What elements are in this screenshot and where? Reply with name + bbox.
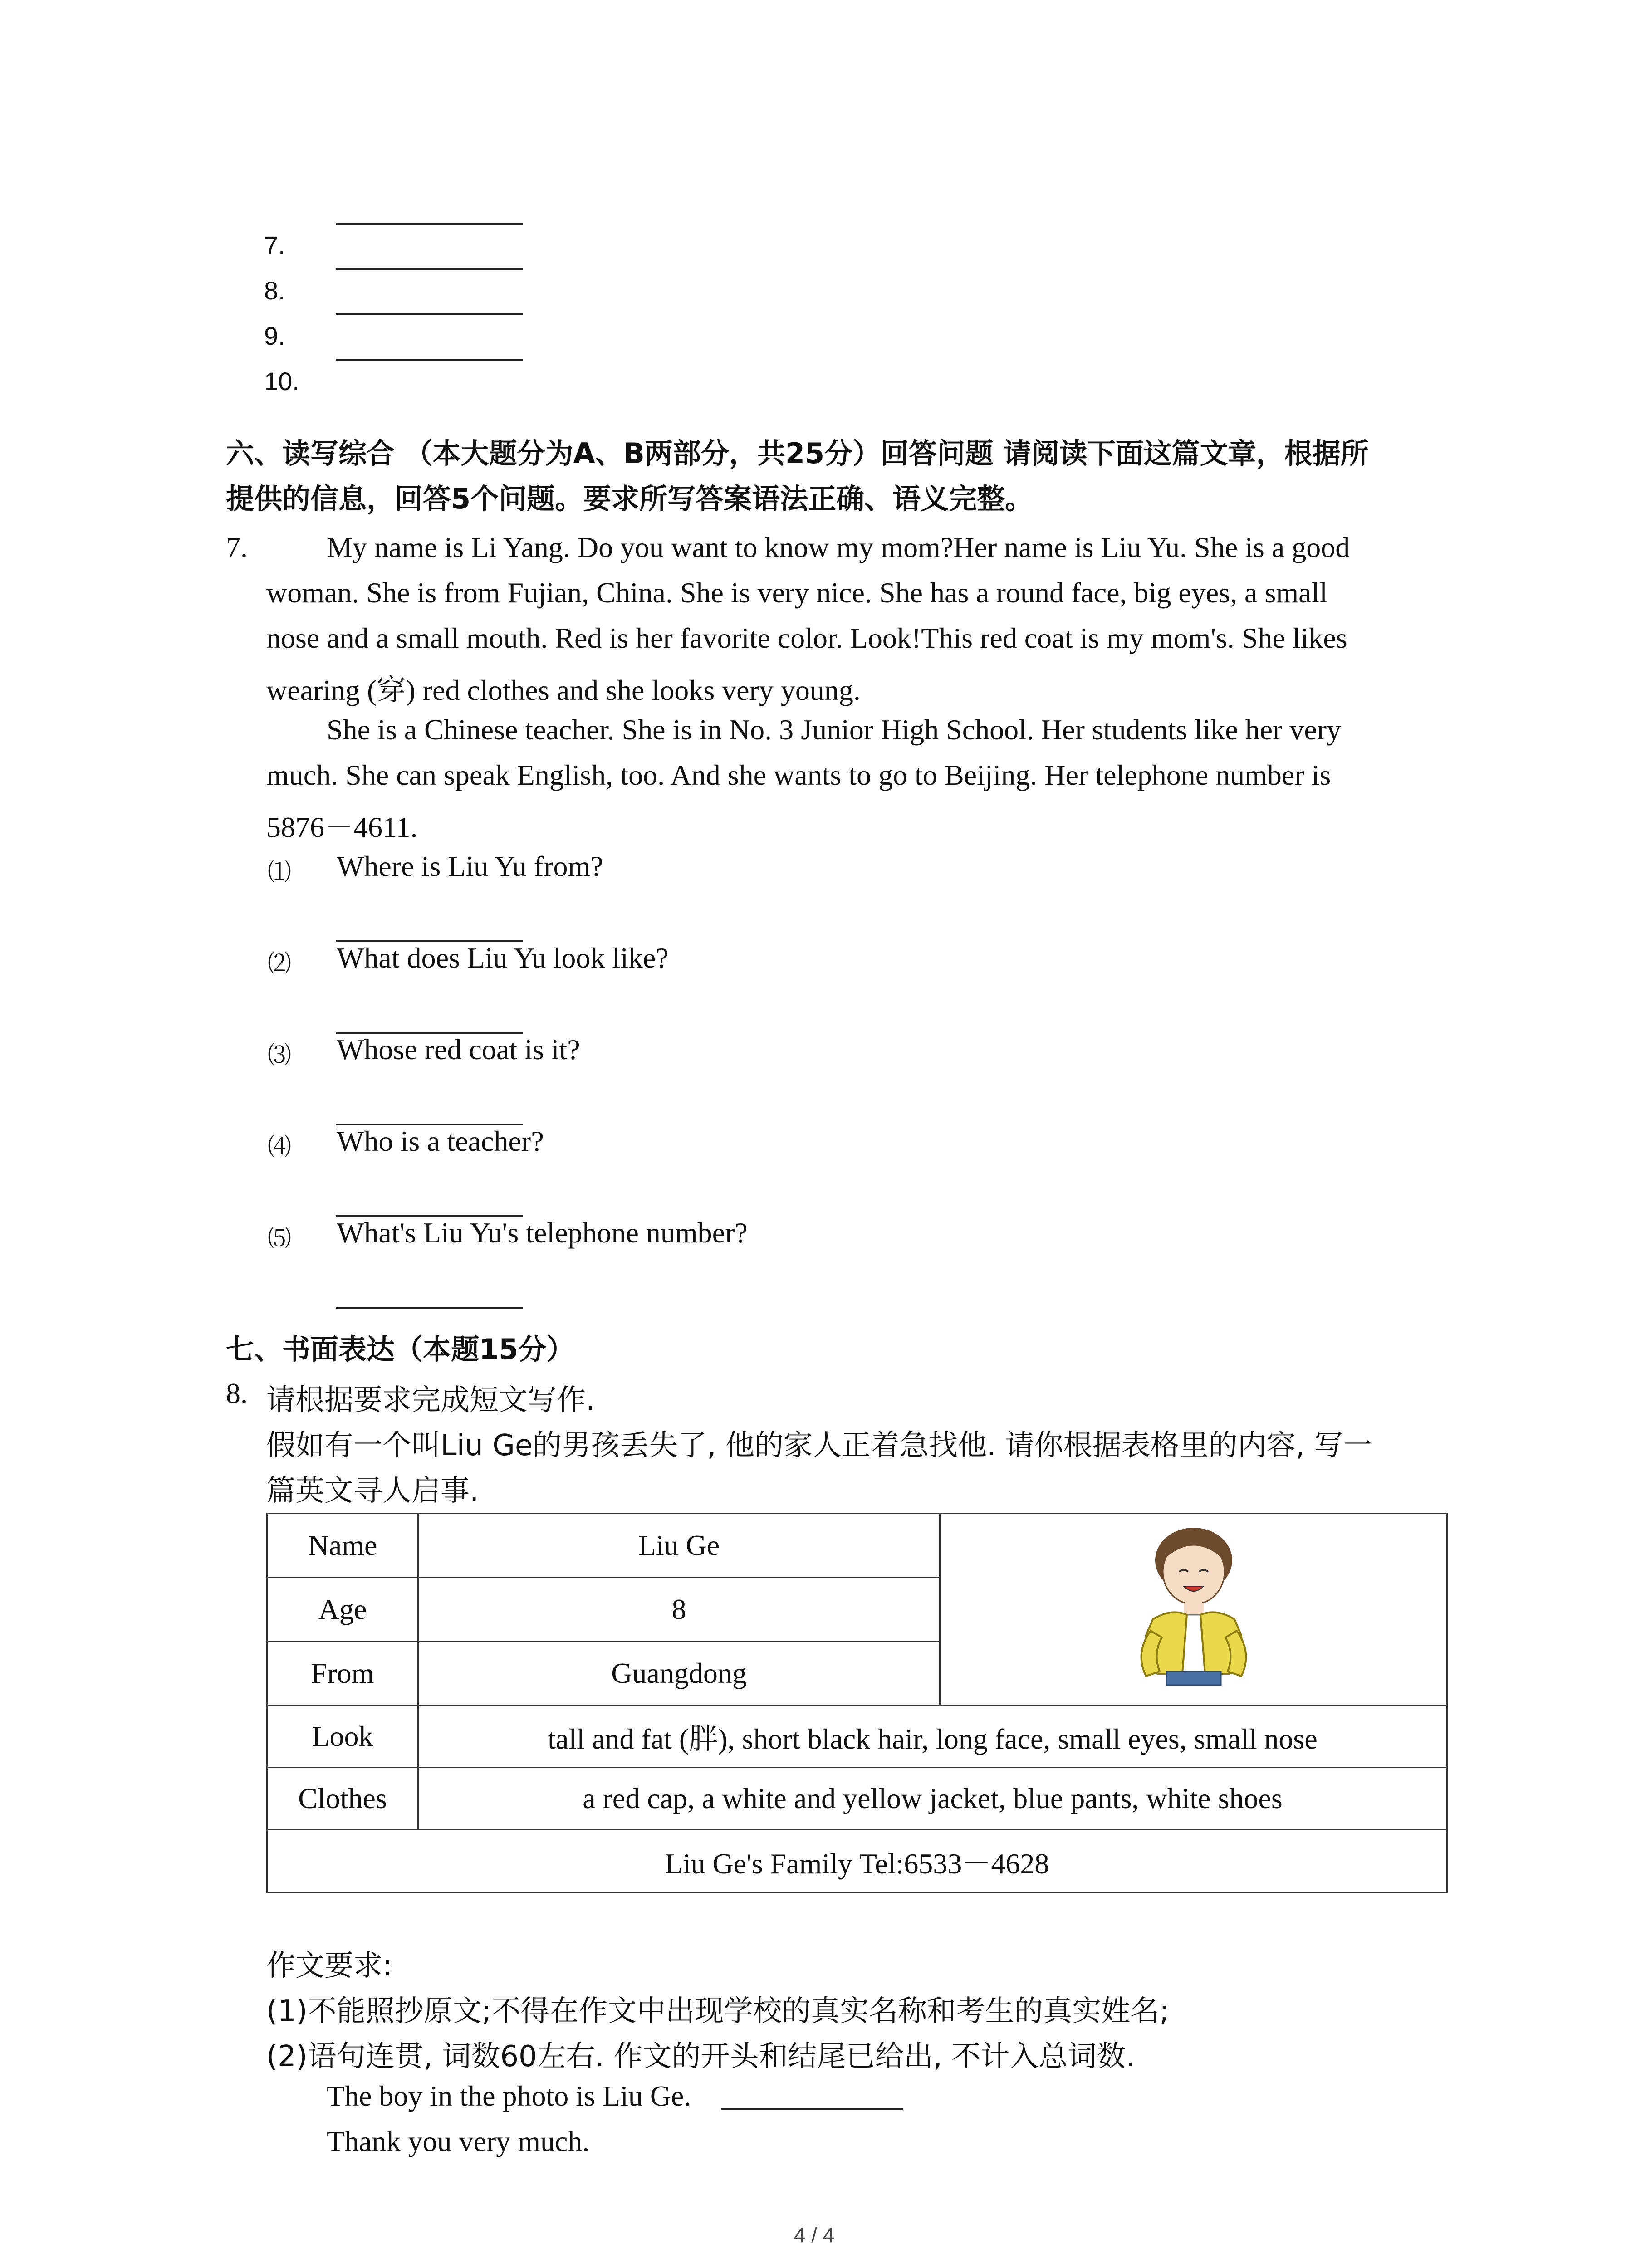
table-value: a red cap, a white and yellow jacket, blue pants, white shoes [418, 1768, 1447, 1830]
passage-line: woman. She is from Fujian, China. She is very nice. She has a round face, big eyes, a small [266, 577, 1328, 609]
question-prompt-continued: 篇英文寻人启事. [266, 1474, 479, 1508]
passage-line: My name is Li Yang. Do you want to know my mom?Her name is Liu Yu. She is a good [327, 531, 1350, 563]
question-number: 8. [226, 1377, 248, 1409]
table-label: Clothes [267, 1768, 418, 1830]
question-prompt: 假如有一个叫Liu Ge的男孩丢失了, 他的家人正着急找他. 请你根据表格里的内容, 写一 [266, 1429, 1372, 1462]
list-item-number: 10. [264, 367, 299, 396]
table-label: Age [267, 1578, 418, 1642]
table-label: Name [267, 1514, 418, 1578]
table-label: From [267, 1642, 418, 1706]
passage-line: She is a Chinese teacher. She is in No. 3 Junior High School. Her students like her very [327, 714, 1342, 746]
answer-blank[interactable] [336, 313, 523, 315]
subquestion-text: Whose red coat is it? [337, 1033, 580, 1066]
table-value: Guangdong [418, 1642, 940, 1706]
table-label: Look [267, 1706, 418, 1768]
family-tel: Liu Ge's Family Tel:6533－4628 [267, 1830, 1447, 1892]
question-instruction: 请根据要求完成短文写作. [266, 1383, 595, 1417]
list-item-number: 8. [264, 276, 285, 305]
requirement-item: (1)不能照抄原文;不得在作文中出现学校的真实名称和考生的真实姓名; [266, 1994, 1169, 2028]
subquestion-number: ⑸ [268, 1226, 292, 1252]
subquestion-text: Where is Liu Yu from? [337, 850, 603, 882]
subquestion-number: ⑵ [268, 951, 292, 977]
table-value: 8 [418, 1578, 940, 1642]
essay-opening: The boy in the photo is Liu Ge. [327, 2080, 691, 2112]
page-number: 4 / 4 [794, 2223, 835, 2247]
requirement-item: (2)语句连贯, 词数60左右. 作文的开头和结尾已给出, 不计入总词数. [266, 2040, 1135, 2073]
answer-blank[interactable] [336, 223, 523, 225]
essay-answer-blank[interactable] [721, 2108, 903, 2110]
subquestion-number: ⑶ [268, 1043, 292, 1069]
subquestion-text: What's Liu Yu's telephone number? [337, 1217, 748, 1249]
list-item-number: 9. [264, 322, 285, 350]
missing-person-table [266, 1513, 1448, 1893]
subquestion-text: Who is a teacher? [337, 1125, 544, 1157]
section-heading: 七、书面表达（本题15分） [226, 1333, 575, 1366]
answer-blank[interactable] [336, 268, 523, 270]
section-heading: 六、读写综合 （本大题分为A、B两部分，共25分）回答问题 请阅读下面这篇文章，根据所 [226, 437, 1369, 470]
subquestion-text: What does Liu Yu look like? [337, 942, 669, 974]
passage-line: much. She can speak English, too. And she wants to go to Beijing. Her telephone number is [266, 759, 1331, 791]
essay-closing: Thank you very much. [327, 2125, 590, 2157]
passage-line: nose and a small mouth. Red is her favorite color. Look!This red coat is my mom's. She likes [266, 622, 1347, 654]
boy-illustration [1126, 1522, 1262, 1690]
subquestion-number: ⑴ [268, 860, 292, 885]
requirements-title: 作文要求: [266, 1949, 392, 1983]
answer-blank[interactable] [336, 1307, 523, 1309]
subquestion-number: ⑷ [268, 1134, 292, 1160]
section-heading-continued: 提供的信息，回答5个问题。要求所写答案语法正确、语义完整。 [226, 482, 1034, 515]
boy-photo-cell [940, 1514, 1447, 1706]
list-item-number: 7. [264, 231, 285, 259]
table-value: tall and fat (胖), short black hair, long face, small eyes, small nose [418, 1706, 1447, 1768]
answer-blank[interactable] [336, 359, 523, 361]
passage-line: wearing (穿) red clothes and she looks very young. [266, 674, 861, 706]
table-value: Liu Ge [418, 1514, 940, 1578]
passage-line: 5876－4611. [266, 811, 418, 843]
question-number: 7. [226, 531, 248, 563]
